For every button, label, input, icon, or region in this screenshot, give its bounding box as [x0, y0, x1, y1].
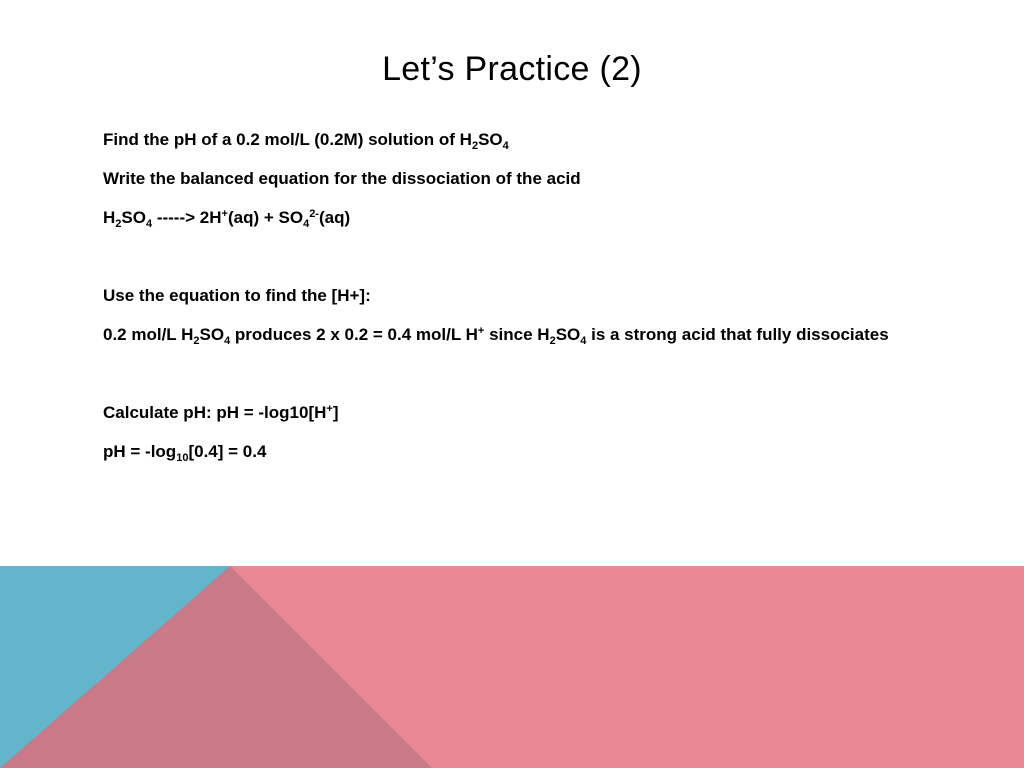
step-find-h-concentration: Use the equation to find the [H+]: — [103, 286, 371, 305]
problem-statement: Find the pH of a 0.2 mol/L (0.2M) solution of $H_2SO_4$ — [103, 130, 509, 152]
slide-title: Let’s Practice (2) — [382, 50, 642, 88]
decorative-footer-shapes — [0, 566, 1024, 768]
spacer — [103, 362, 943, 401]
step-balanced-equation-instruction: Write the balanced equation for the dissociation of the acid — [103, 169, 581, 188]
spacer — [103, 245, 943, 284]
ph-result: pH = $-\log_{10}[0.4] = 0.4$ — [103, 442, 267, 464]
step-calculate-ph: Calculate pH: pH = -log10[H+] — [103, 403, 339, 422]
slide-body — [103, 128, 943, 479]
dissociation-equation: $H_2SO_4$ -----> $2H^+(aq) + SO_4^{2-}(aq)$ — [103, 208, 351, 230]
h-concentration-explanation: 0.2 mol/L $H_2SO_4$ produces 2 x 0.2 = 0.4 mol/L H+ since $H_2SO_4$ is a strong acid that fully dissociates — [103, 325, 889, 347]
